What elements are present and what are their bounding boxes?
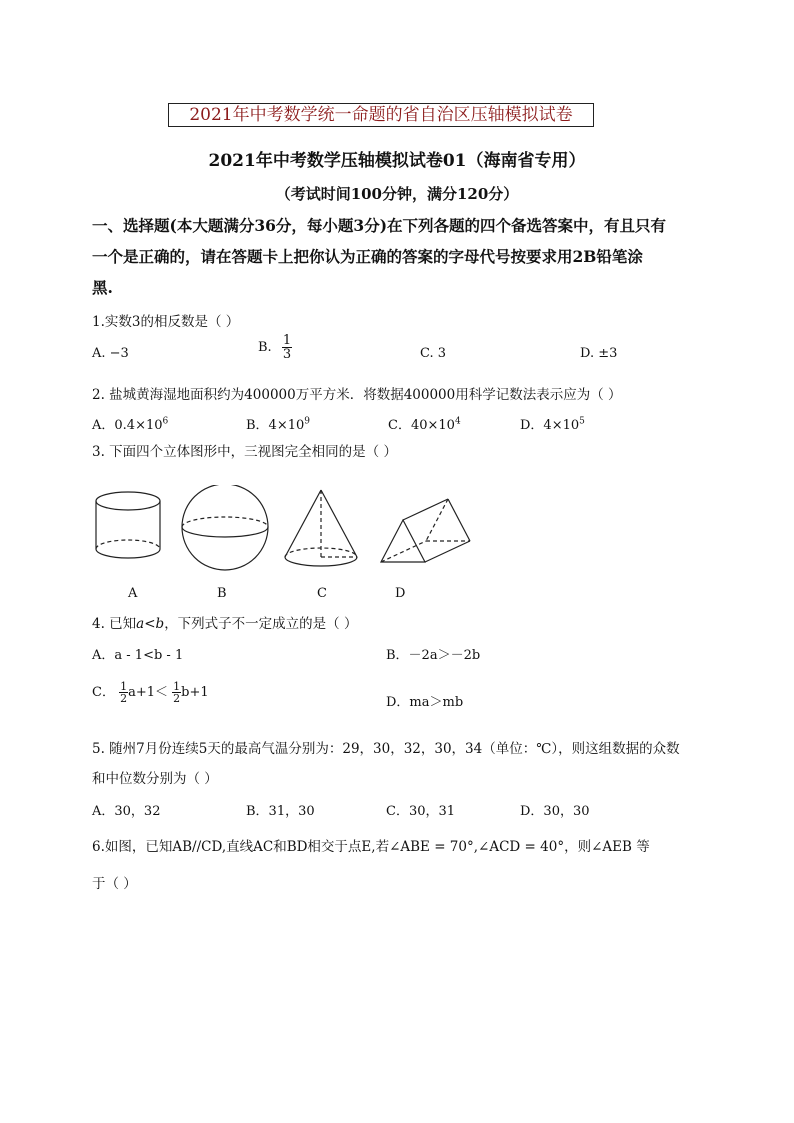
q4-option-d: D．ma＞mb	[386, 695, 464, 710]
q2-option-c: C．$40\times 10^4$	[388, 416, 461, 433]
fraction-denominator: 3	[282, 347, 292, 362]
fraction-numerator: 1	[282, 333, 292, 348]
figure-label-b: B	[217, 586, 227, 601]
q1-option-b-label: B.	[258, 340, 272, 355]
figure-label-c: C	[317, 586, 327, 601]
q5-option-c: C．30，31	[386, 804, 456, 819]
section-instructions-line2: 一个是正确的，请在答题卡上把你认为正确的答案的字母代号按要求用2B铅笔涂	[92, 247, 643, 266]
sphere-figure	[182, 485, 268, 570]
q1-option-b-fraction	[282, 334, 292, 361]
page-title: 2021年中考数学压轴模拟试卷01（海南省专用）	[208, 151, 586, 171]
question-6-line2: 于（ ）	[92, 876, 137, 892]
q4-c-fraction-1: $\frac{1}{2}$	[120, 680, 128, 705]
question-1-stem: 1.实数3的相反数是（ ）	[92, 314, 240, 330]
q1-option-a: A. −3	[92, 346, 129, 361]
q2-option-b: B．$4\times 10^9$	[246, 416, 310, 433]
question-4-stem: 4. 已知a<b，下列式子不一定成立的是（ ）	[92, 616, 358, 632]
figure-label-a: A	[128, 586, 138, 601]
figure-label-d: D	[395, 586, 406, 601]
q4-option-c: C． $\frac{1}{2}$ a+1＜ $\frac{1}{2}$ b+1	[92, 680, 209, 705]
q1-option-b	[258, 334, 292, 361]
triangular-prism-figure	[381, 499, 470, 562]
q4-option-b: B．－2a＞－2b	[386, 648, 481, 663]
exam-series-banner: 2021年中考数学统一命题的省自治区压轴模拟试卷	[168, 103, 594, 127]
question-6-line1: 6.如图，已知AB//CD,直线AC和BD相交于点E,若∠ABE = 70°,∠ACD = 40°，则∠AEB 等	[92, 839, 650, 855]
question-3-stem: 3. 下面四个立体图形中，三视图完全相同的是（ ）	[92, 444, 397, 460]
section-instructions-line3: 黑.	[92, 278, 113, 297]
question-5-line1: 5. 随州7月份连续5天的最高气温分别为：29，30，32，30，34（单位：℃），则这组数据的众数	[92, 741, 680, 757]
q2-option-d: D．$4\times 10^5$	[520, 416, 585, 433]
q4-c-fraction-2: $\frac{1}{2}$	[173, 680, 181, 705]
q1-option-d: D. ±3	[580, 346, 618, 361]
question-2-stem: 2. 盐城黄海湿地面积约为400000万平方米．将数据400000用科学记数法表示应为（ ）	[92, 387, 622, 403]
q4-option-a: A．a - 1<b - 1	[92, 648, 184, 663]
exam-info: （考试时间100分钟，满分120分）	[275, 185, 519, 203]
q5-option-b: B．31，30	[246, 804, 315, 819]
q5-option-d: D．30，30	[520, 804, 590, 819]
q1-option-c: C. 3	[420, 346, 447, 361]
cone-figure	[285, 490, 357, 566]
inequality-math: a<b	[136, 616, 165, 632]
solid-figures	[88, 485, 488, 580]
cylinder-figure	[96, 492, 160, 558]
q5-option-a: A．30，32	[92, 804, 161, 819]
question-5-line2: 和中位数分别为（ ）	[92, 771, 218, 787]
q2-option-a: A．$0.4\times 10^6$	[92, 416, 169, 433]
section-instructions-line1: 一、选择题(本大题满分36分，每小题3分)在下列各题的四个备选答案中，有且只有	[92, 216, 667, 235]
